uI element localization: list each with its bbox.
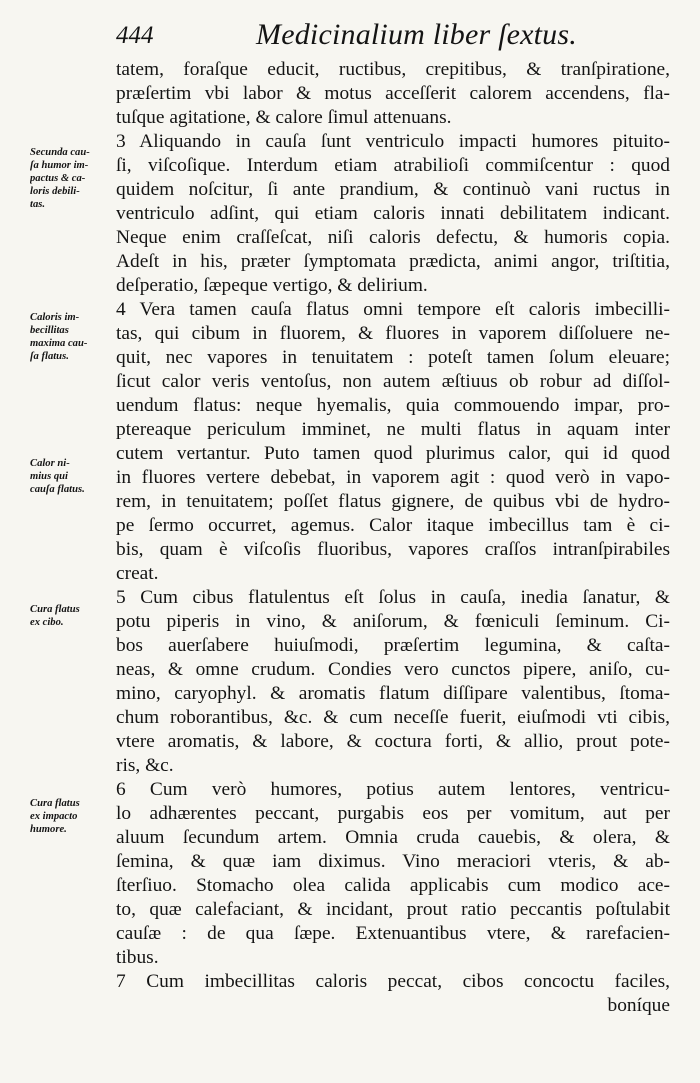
text-line: tibus.: [116, 947, 159, 968]
text-line: uendum flatus: neque hyemalis, quia commouendo impar, pro-: [116, 395, 670, 416]
running-title: Medicinalium liber ſextus.: [256, 18, 577, 51]
margin-note-line: becillitas: [30, 325, 69, 336]
text-line: mino, caryophyl. & aromatis flatum diſſipare valentibus, ſtoma-: [116, 683, 670, 704]
text-line: Adeſt in his, præter ſymptomata prædicta, animi angor, triſtitia,: [116, 251, 670, 272]
margin-note: [30, 457, 114, 496]
text-line: chum roborantibus, &c. & cum neceſſe fuerit, eiuſmodi vti cibis,: [116, 707, 670, 728]
page-header: [108, 18, 668, 54]
text-line: 7 Cum imbecillitas caloris peccat, cibos concoctu faciles,: [116, 971, 670, 992]
margin-note-line: Cura flatus: [30, 604, 80, 615]
margin-note-line: maxima cau-: [30, 338, 88, 349]
text-line: vtere aromatis, & labore, & coctura forti, & allio, prout pote-: [116, 731, 670, 752]
text-line: ris, &c.: [116, 755, 174, 776]
text-line: rem, in tenuitatem; poſſet flatus gignere, de quibus vbi de hydro-: [116, 491, 670, 512]
text-line: quidem noſcitur, ſi ante prandium, & continuò vani ructus in: [116, 179, 670, 200]
text-line: ventriculo adſint, qui etiam caloris innati debilitatem indicant.: [116, 203, 670, 224]
margin-note-line: loris debili-: [30, 186, 80, 197]
margin-note: [30, 311, 114, 363]
margin-note: [30, 603, 114, 629]
text-line: tas, qui cibum in fluorem, & fluores in vaporem diſſoluere ne-: [116, 323, 670, 344]
text-line: 5 Cum cibus flatulentus eſt ſolus in cauſa, inedia ſanatur, &: [116, 587, 670, 608]
text-line: quit, nec vapores in tenuitatem : poteſt tamen ſolum eleuare;: [116, 347, 670, 368]
margin-note-line: ſa humor im-: [30, 160, 89, 171]
margin-note-line: humore.: [30, 824, 67, 835]
text-line: tuſque agitatione, & calore ſimul attenuans.: [116, 107, 452, 128]
margin-note-line: Caloris im-: [30, 312, 80, 323]
text-line: to, quæ calefaciant, & incidant, prout ratio peccantis poſtulabit: [116, 899, 670, 920]
main-text: [116, 58, 670, 1018]
margin-note: [30, 797, 114, 836]
text-line: bis, quam è viſcoſis fluoribus, vapores craſſos intranſpirabiles: [116, 539, 670, 560]
text-line: 4 Vera tamen cauſa flatus omni tempore eſt caloris imbecilli-: [116, 299, 670, 320]
margin-note-line: mius qui: [30, 471, 68, 482]
text-line: bos auerſabere huiuſmodi, præſertim legumina, & caſta-: [116, 635, 670, 656]
text-line: creat.: [116, 563, 159, 584]
text-line: pe ſermo occurret, agemus. Calor itaque imbecillus tam è ci-: [116, 515, 670, 536]
text-line: cauſæ : de qua ſæpe. Extenuantibus vtere, & rarefacien-: [116, 923, 670, 944]
text-line: 3 Aliquando in cauſa ſunt ventriculo impacti humores pituito-: [116, 131, 670, 152]
text-line: ſicut calor veris ventoſus, non autem æſtiuus ob robur ad diſſol-: [116, 371, 670, 392]
text-line: ſterſiuo. Stomacho olea calida applicabis cum modico ace-: [116, 875, 670, 896]
text-line: ſemina, & quæ iam diximus. Vino meraciori vteris, & ab-: [116, 851, 670, 872]
margin-note-line: ſa flatus.: [30, 351, 69, 362]
text-line: cutem vertantur. Puto tamen quod plurimus calor, qui id quod: [116, 443, 670, 464]
text-line: Neque enim craſſeſcat, niſi caloris defectu, & humoris copia.: [116, 227, 670, 248]
text-line: præſertim vbi labor & motus acceſſerit calorem accendens, fla-: [116, 83, 670, 104]
text-line: in fluores vertere debebat, in vaporem agit : quod verò in vapo-: [116, 467, 670, 488]
text-line: potu piperis in vino, & aniſorum, & fœniculi ſeminum. Ci-: [116, 611, 670, 632]
text-line: ſi, viſcoſique. Interdum etiam atrabilioſi commiſcentur : quod: [116, 155, 670, 176]
margin-note-line: Cura flatus: [30, 798, 80, 809]
margin-note-line: cauſa flatus.: [30, 484, 85, 495]
margin-note-line: ex cibo.: [30, 617, 64, 628]
margin-note: [30, 146, 114, 211]
page-number: 444: [116, 22, 154, 49]
text-line: aluum ſecundum artem. Omnia cruda cauebis, & olera, &: [116, 827, 670, 848]
text-line: ptereaque periculum imminet, ne multi flatus in aquam inter: [116, 419, 670, 440]
text-line: 6 Cum verò humores, potius autem lentores, ventricu-: [116, 779, 670, 800]
text-line: tatem, foraſque educit, ructibus, crepitibus, & tranſpiratione,: [116, 59, 670, 80]
margin-note-line: tas.: [30, 199, 46, 210]
margin-note-line: ex impacto: [30, 811, 78, 822]
margin-note-line: Secunda cau-: [30, 147, 90, 158]
margin-note-line: Calor ni-: [30, 458, 70, 469]
catchword: boníque: [607, 995, 670, 1016]
margin-note-line: pactus & ca-: [30, 173, 86, 184]
text-line: neas, & omne crudum. Condies vero cunctos pipere, aniſo, cu-: [116, 659, 670, 680]
text-line: lo adhærentes peccant, purgabis eos per vomitum, aut per: [116, 803, 670, 824]
text-line: deſperatio, ſæpeque vertigo, & delirium.: [116, 275, 428, 296]
